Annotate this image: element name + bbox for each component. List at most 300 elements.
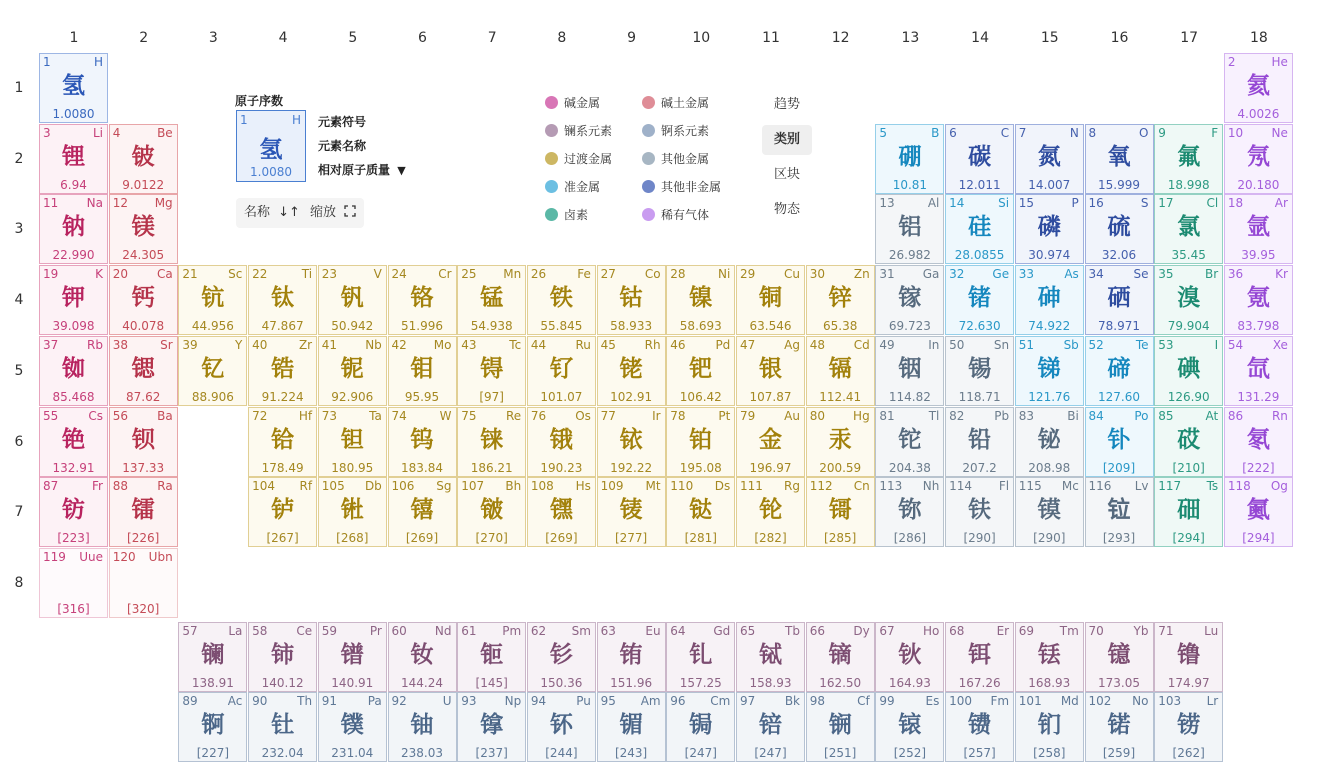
element-cell[interactable]: [736, 336, 805, 406]
element-cell[interactable]: [388, 336, 457, 406]
atomic-number: 64: [670, 624, 686, 638]
element-cell[interactable]: [666, 336, 735, 406]
category-label: 锕系元素: [661, 124, 710, 138]
atomic-mass: 132.91: [52, 460, 95, 475]
element-cell[interactable]: [39, 124, 108, 194]
category-item[interactable]: [642, 179, 721, 195]
category-dot-icon: [545, 208, 558, 221]
element-cell[interactable]: [666, 477, 735, 547]
key-label-name: 元素名称: [318, 139, 367, 153]
element-cell[interactable]: [388, 622, 457, 692]
atomic-number: 92: [391, 693, 407, 708]
element-cell[interactable]: [666, 692, 735, 762]
element-cell[interactable]: [666, 265, 735, 335]
element-name: 钋: [1107, 426, 1131, 453]
element-cell[interactable]: [39, 53, 108, 123]
atomic-mass: 69.723: [888, 319, 931, 334]
element-cell[interactable]: [875, 692, 944, 762]
category-dot-icon: [545, 124, 558, 137]
category-label: 稀有气体: [661, 208, 710, 222]
mode-tab[interactable]: 区块: [773, 167, 800, 182]
atomic-number: 89: [182, 693, 198, 708]
element-cell[interactable]: [875, 265, 944, 335]
atomic-mass: 55.845: [540, 319, 583, 334]
zoom-button[interactable]: [302, 198, 364, 228]
element-cell[interactable]: [1085, 692, 1154, 762]
element-cell[interactable]: [248, 692, 317, 762]
element-name: 铪: [271, 426, 295, 453]
atomic-number: 29: [740, 267, 756, 282]
column-number: 12: [831, 30, 850, 46]
atomic-mass: 78.971: [1098, 319, 1140, 334]
category-item[interactable]: [545, 95, 600, 111]
element-cell[interactable]: [1154, 265, 1223, 335]
category-item[interactable]: [545, 123, 612, 139]
element-cell[interactable]: [1224, 124, 1293, 194]
element-cell[interactable]: [875, 477, 944, 547]
element-cell[interactable]: [1224, 407, 1293, 477]
element-cell[interactable]: [527, 336, 596, 406]
element-cell[interactable]: [109, 407, 178, 477]
element-name: 鿬: [1177, 497, 1201, 524]
fullscreen-icon: [344, 205, 356, 217]
element-cell[interactable]: [457, 622, 526, 692]
element-cell[interactable]: [318, 336, 387, 406]
element-name: 钍: [271, 711, 295, 738]
element-cell[interactable]: [1015, 265, 1084, 335]
element-name: 汞: [828, 426, 852, 453]
element-symbol: Pr: [369, 624, 382, 638]
element-cell[interactable]: [1224, 194, 1293, 264]
element-cell[interactable]: [1154, 336, 1223, 406]
category-dot-icon: [642, 208, 655, 221]
element-cell[interactable]: [597, 692, 666, 762]
element-symbol: C: [1000, 125, 1010, 140]
element-cell[interactable]: [318, 265, 387, 335]
atomic-number: 21: [182, 267, 198, 282]
category-label: 其他金属: [661, 152, 710, 166]
element-cell[interactable]: [875, 622, 944, 692]
element-cell[interactable]: [39, 548, 108, 618]
element-cell[interactable]: [945, 194, 1014, 264]
element-symbol: Ge: [992, 267, 1010, 282]
atomic-number: 108: [530, 479, 554, 494]
category-item[interactable]: [545, 207, 588, 223]
element-cell[interactable]: [1154, 194, 1223, 264]
element-cell[interactable]: [39, 407, 108, 477]
element-cell[interactable]: [1015, 336, 1084, 406]
element-cell[interactable]: [1015, 194, 1084, 264]
element-name: 𫓧: [968, 497, 992, 524]
sort-by-name-button[interactable]: [236, 198, 308, 228]
element-cell[interactable]: [1085, 407, 1154, 477]
element-cell[interactable]: [318, 407, 387, 477]
category-item[interactable]: [545, 179, 600, 195]
element-symbol: Zr: [298, 337, 313, 352]
atomic-number: 38: [112, 337, 128, 352]
atomic-number: 15: [1018, 196, 1035, 211]
element-cell[interactable]: [527, 407, 596, 477]
element-symbol: Uue: [79, 549, 103, 564]
element-symbol: Na: [86, 196, 103, 211]
element-cell[interactable]: [388, 265, 457, 335]
element-name: 铌: [340, 355, 364, 382]
element-name: 锇: [549, 426, 573, 453]
element-symbol: Sn: [993, 337, 1010, 352]
element-cell[interactable]: [39, 336, 108, 406]
element-name: 锫: [759, 711, 782, 738]
element-name: 铍: [131, 143, 155, 170]
atomic-number: 11: [43, 196, 59, 211]
element-name: 锡: [968, 355, 992, 382]
element-name: 铂: [689, 426, 713, 453]
mode-tab[interactable]: 趋势: [773, 97, 800, 112]
element-cell[interactable]: [1154, 124, 1223, 194]
element-cell[interactable]: [109, 265, 178, 335]
element-name: 铕: [619, 642, 643, 668]
element-name: 鿏: [619, 497, 643, 524]
atomic-number: 119: [43, 549, 66, 564]
mass-dropdown[interactable]: [318, 161, 406, 178]
category-item[interactable]: [642, 207, 709, 223]
element-cell[interactable]: [248, 265, 317, 335]
element-cell[interactable]: [178, 265, 247, 335]
element-cell[interactable]: [806, 265, 875, 335]
element-symbol: S: [1140, 196, 1149, 211]
atomic-number: 32: [949, 267, 965, 282]
atomic-number: 6: [949, 125, 957, 140]
element-name: 𬭳: [410, 497, 434, 524]
atomic-mass: 167.26: [958, 676, 1001, 690]
atomic-mass: [247]: [684, 745, 717, 760]
element-cell[interactable]: [597, 407, 666, 477]
element-symbol: Ne: [1271, 125, 1288, 140]
atomic-mass: [258]: [1033, 745, 1066, 760]
element-cell[interactable]: [388, 477, 457, 547]
element-cell[interactable]: [1154, 477, 1223, 547]
atomic-mass: [277]: [614, 531, 648, 546]
element-cell[interactable]: [178, 622, 247, 692]
element-name: 镉: [828, 355, 852, 382]
element-cell[interactable]: [806, 477, 875, 547]
element-cell[interactable]: [1085, 622, 1154, 692]
element-symbol: Nb: [365, 337, 382, 352]
element-symbol: Rb: [87, 337, 103, 352]
element-cell[interactable]: [806, 692, 875, 762]
atomic-mass: 195.08: [679, 460, 722, 475]
element-cell[interactable]: [875, 336, 944, 406]
element-cell[interactable]: [945, 407, 1014, 477]
element-cell[interactable]: [527, 477, 596, 547]
element-name: 氙: [1246, 355, 1270, 382]
atomic-mass: [237]: [475, 745, 508, 760]
element-symbol: Ta: [369, 408, 382, 423]
element-symbol: Tl: [928, 408, 940, 423]
atomic-mass: 92.906: [331, 389, 374, 404]
element-symbol: Bk: [784, 693, 800, 708]
element-cell[interactable]: [875, 124, 944, 194]
element-cell[interactable]: [875, 194, 944, 264]
element-cell[interactable]: [806, 407, 875, 477]
element-cell[interactable]: [457, 265, 526, 335]
element-name: 钇: [201, 355, 225, 382]
element-cell[interactable]: [248, 336, 317, 406]
element-name: 氯: [1177, 214, 1201, 241]
element-cell[interactable]: [597, 336, 666, 406]
element-symbol: Fe: [577, 267, 591, 282]
element-cell[interactable]: [248, 407, 317, 477]
element-cell[interactable]: [1085, 124, 1154, 194]
atomic-number: 78: [670, 408, 686, 423]
element-cell[interactable]: [1015, 124, 1084, 194]
element-cell[interactable]: [248, 622, 317, 692]
element-cell[interactable]: [736, 265, 805, 335]
element-cell[interactable]: [1015, 477, 1084, 547]
element-cell[interactable]: [1224, 477, 1293, 547]
element-name: 钫: [62, 497, 85, 524]
atomic-mass: [290]: [1033, 531, 1066, 546]
element-cell[interactable]: [736, 692, 805, 762]
element-symbol: Pu: [576, 693, 591, 708]
atomic-number: 27: [600, 267, 616, 282]
atomic-mass: 151.96: [610, 676, 653, 690]
element-cell[interactable]: [388, 407, 457, 477]
element-cell[interactable]: [1154, 692, 1223, 762]
atomic-number: 75: [461, 408, 477, 423]
atomic-mass: 238.03: [401, 745, 443, 760]
category-item[interactable]: [642, 95, 709, 111]
row-number: 8: [14, 574, 24, 591]
element-cell[interactable]: [1085, 265, 1154, 335]
atomic-number: 46: [670, 337, 686, 352]
element-name: 钛: [271, 285, 295, 312]
element-cell[interactable]: [109, 477, 178, 547]
element-cell[interactable]: [1015, 407, 1084, 477]
element-symbol: Co: [644, 267, 661, 282]
element-cell[interactable]: [457, 477, 526, 547]
atomic-mass: 121.76: [1028, 389, 1071, 404]
element-cell[interactable]: [1085, 336, 1154, 406]
element-name: 碳: [968, 143, 992, 170]
element-cell[interactable]: [109, 336, 178, 406]
element-symbol: Lu: [1204, 624, 1219, 638]
element-name: 钷: [480, 642, 504, 668]
element-cell[interactable]: [527, 692, 596, 762]
element-cell[interactable]: [1224, 336, 1293, 406]
element-cell[interactable]: [318, 477, 387, 547]
element-cell[interactable]: [1154, 622, 1223, 692]
element-name: 锂: [62, 143, 85, 170]
element-name: 钪: [201, 285, 225, 312]
element-name: 镱: [1107, 642, 1131, 668]
row-number: 2: [14, 150, 24, 167]
element-name: 镭: [131, 497, 155, 524]
element-symbol: Te: [1135, 337, 1149, 352]
element-symbol: Ra: [157, 479, 173, 494]
element-cell[interactable]: [875, 407, 944, 477]
element-name: 𬬭: [759, 497, 782, 524]
element-symbol: At: [1205, 408, 1219, 423]
element-symbol: Ag: [784, 337, 800, 352]
element-cell[interactable]: [39, 477, 108, 547]
element-name: 钽: [340, 426, 364, 453]
element-cell[interactable]: [666, 622, 735, 692]
mode-tab[interactable]: 物态: [773, 202, 800, 217]
element-name: 镝: [828, 642, 852, 668]
atomic-mass: [282]: [754, 531, 787, 546]
element-cell[interactable]: [806, 622, 875, 692]
element-symbol: Tc: [509, 337, 522, 352]
element-cell[interactable]: [1085, 194, 1154, 264]
atomic-mass: [252]: [893, 745, 927, 760]
element-cell[interactable]: [945, 124, 1014, 194]
atomic-mass: 1.0080: [52, 107, 95, 121]
element-cell[interactable]: [945, 477, 1014, 547]
atomic-mass: 65.38: [823, 319, 858, 334]
element-cell[interactable]: [806, 336, 875, 406]
element-symbol: Sr: [160, 337, 173, 352]
category-item[interactable]: [642, 123, 709, 139]
atomic-mass: [247]: [754, 745, 787, 760]
atomic-number: 105: [321, 479, 345, 494]
element-name: 硅: [968, 214, 992, 241]
atomic-number: 42: [391, 337, 407, 352]
element-cell[interactable]: [945, 265, 1014, 335]
element-name: 锌: [828, 285, 852, 312]
element-cell[interactable]: [945, 692, 1014, 762]
element-name: 铯: [62, 426, 85, 453]
element-cell[interactable]: [1085, 477, 1154, 547]
element-cell[interactable]: [1224, 265, 1293, 335]
atomic-mass: [223]: [57, 531, 90, 546]
element-symbol: Es: [925, 693, 940, 708]
column-number: 5: [348, 30, 358, 46]
element-symbol: Zn: [853, 267, 870, 282]
element-cell[interactable]: [318, 692, 387, 762]
atomic-mass: 35.45: [1171, 248, 1206, 263]
element-symbol: V: [373, 267, 382, 282]
element-cell[interactable]: [318, 622, 387, 692]
element-cell[interactable]: [527, 622, 596, 692]
element-cell[interactable]: [736, 477, 805, 547]
element-cell[interactable]: [597, 622, 666, 692]
atomic-mass: [285]: [824, 531, 857, 546]
element-cell[interactable]: [109, 124, 178, 194]
atomic-mass: 138.91: [191, 676, 234, 690]
atomic-number: 63: [600, 624, 616, 638]
atomic-mass: 88.906: [191, 389, 234, 404]
row-number: 7: [14, 504, 24, 521]
key-example-symbol: H: [291, 113, 301, 127]
atomic-mass: 232.04: [261, 745, 304, 760]
atomic-number: 49: [879, 337, 895, 352]
element-cell[interactable]: [945, 336, 1014, 406]
atomic-mass: [294]: [1172, 531, 1205, 546]
element-name: 锑: [1037, 355, 1061, 382]
element-cell[interactable]: [248, 477, 317, 547]
element-cell[interactable]: [1015, 692, 1084, 762]
atomic-mass: [226]: [127, 531, 160, 546]
element-name: 钼: [410, 355, 434, 382]
atomic-mass: 140.12: [261, 676, 304, 690]
element-cell[interactable]: [1224, 53, 1293, 123]
element-cell[interactable]: [666, 407, 735, 477]
zoom-label: 缩放: [310, 205, 337, 220]
category-label: 卤素: [564, 208, 589, 222]
element-cell[interactable]: [178, 336, 247, 406]
element-symbol: Ru: [575, 337, 591, 352]
atomic-number: 106: [391, 479, 415, 494]
atomic-mass: [244]: [545, 745, 578, 760]
element-cell[interactable]: [597, 265, 666, 335]
atomic-mass: 63.546: [749, 319, 792, 334]
element-symbol: Ds: [714, 479, 731, 494]
element-cell[interactable]: [736, 407, 805, 477]
element-cell[interactable]: [457, 336, 526, 406]
element-name: 𫟼: [689, 497, 713, 524]
element-cell[interactable]: [1015, 622, 1084, 692]
element-name: 镍: [689, 285, 713, 312]
key-example-number: 1: [240, 113, 248, 127]
atomic-number: 94: [530, 693, 547, 708]
element-cell[interactable]: [1154, 407, 1223, 477]
element-cell[interactable]: [109, 548, 178, 618]
element-name: 锰: [480, 285, 504, 312]
element-cell[interactable]: [178, 692, 247, 762]
atomic-number: 57: [182, 624, 198, 638]
atomic-number: 60: [391, 624, 407, 638]
atomic-number: 55: [43, 408, 59, 423]
atomic-mass: 87.62: [126, 389, 161, 404]
element-name: 锎: [828, 711, 852, 738]
mode-tab[interactable]: 类别: [762, 125, 812, 155]
element-cell[interactable]: [527, 265, 596, 335]
element-cell[interactable]: [457, 407, 526, 477]
atomic-number: 1: [43, 55, 51, 69]
category-label: 其他非金属: [661, 180, 722, 194]
element-symbol: Mc: [1061, 479, 1079, 494]
atomic-mass: [270]: [475, 531, 508, 546]
column-number: 10: [692, 30, 711, 46]
element-name: 氢: [62, 73, 85, 99]
element-symbol: No: [1132, 693, 1149, 708]
category-item[interactable]: [545, 151, 612, 167]
element-symbol: Dy: [853, 624, 870, 638]
element-name: 鿔: [828, 497, 852, 524]
atomic-number: 97: [740, 693, 756, 708]
category-item[interactable]: [642, 151, 709, 167]
atomic-mass: 40.078: [122, 319, 165, 334]
element-symbol: Fl: [998, 479, 1010, 494]
element-cell[interactable]: [457, 692, 526, 762]
element-cell[interactable]: [736, 622, 805, 692]
column-number: 13: [901, 30, 920, 46]
atomic-number: 66: [809, 624, 825, 638]
atomic-mass: 107.87: [749, 389, 792, 404]
element-cell[interactable]: [39, 194, 108, 264]
element-cell[interactable]: [388, 692, 457, 762]
atomic-mass: [145]: [475, 676, 508, 690]
element-symbol: Po: [1134, 408, 1149, 423]
element-cell[interactable]: [109, 194, 178, 264]
element-cell[interactable]: [597, 477, 666, 547]
element-name: 硫: [1107, 214, 1131, 241]
atomic-number: 31: [879, 267, 895, 282]
element-cell[interactable]: [39, 265, 108, 335]
element-cell[interactable]: [945, 622, 1014, 692]
atomic-mass: 9.0122: [122, 177, 165, 192]
column-number: 2: [139, 30, 149, 46]
